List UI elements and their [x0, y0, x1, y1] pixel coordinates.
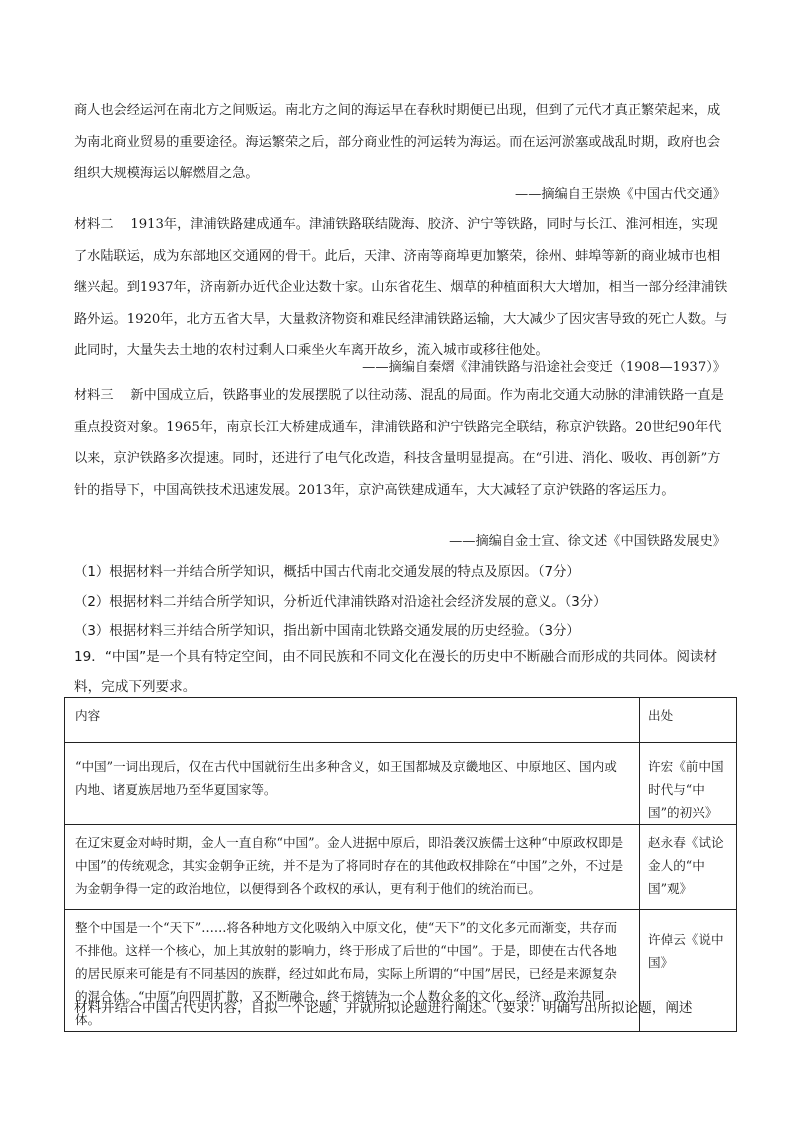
row-source: 许倬云《说中国》	[640, 910, 737, 1032]
table-row	[65, 743, 737, 825]
material2-text: 1913年，津浦铁路建成通车。津浦铁路联结陇海、胶济、沪宁等铁路，同时与长江、淮河相连，实现了水陆联运，成为东部地区交通网的骨干。此后，天津、济南等商埠更加繁荣，徐州、蚌埠等新的商业城市也相继兴起。到1937年，济南新办近代企业达数十家。山东省花生、烟草的种植面积大大增加，相当一部分经津浦铁路外运。1920年，北方五省大旱，大量救济物资和难民经津浦铁路运输，大大减少了因灾害导致的死亡人数。与此同时，大量失去土地的农村过剩人口乘坐火车离开故乡，流入城市或移往他处。	[74, 217, 728, 358]
question-19-requirement: 材料并结合中国古代史内容，自拟一个论题，并就所拟论题进行阐述。（要求：明确写出所拟论题，阐述	[74, 1000, 693, 1016]
material3-paragraph	[74, 380, 729, 506]
question-3: （3）根据材料三并结合所学知识，指出新中国南北铁路交通发展的历史经验。（3分）	[74, 624, 580, 639]
material2-paragraph	[74, 209, 729, 367]
header-source: 出处	[640, 698, 737, 743]
row-content: 整个中国是一个“天下”……将各种地方文化吸纳入中原文化，使“天下”的文化多元而渐变，共存而不排他。这样一个核心，加上其放射的影响力，终于形成了后世的“中国”。于是，即使在古代各地的居民原来可能是有不同基因的族群，经过如此布局，实际上所谓的“中国”居民，已经是来源复杂的混合体。“中原”向四周扩散，又不断融合，终于熔铸为一个人数众多的文化、经济、政治共同体。	[65, 910, 640, 1032]
question-2: （2）根据材料二并结合所学知识，分析近代津浦铁路对沿途社会经济发展的意义。（3分）	[74, 595, 607, 610]
question-1: （1）根据材料一并结合所学知识，概括中国古代南北交通发展的特点及原因。（7分）	[74, 565, 580, 580]
table-row	[65, 825, 737, 910]
material3-label: 材料三	[74, 388, 114, 403]
row-content: “中国”一词出现后，仅在古代中国就衍生出多种含义，如王国都城及京畿地区、中原地区、国内或内地、诸夏族居地乃至华夏国家等。	[65, 743, 640, 825]
material1-tail-paragraph	[74, 95, 729, 190]
row-source: 许宏《前中国时代与“中国”的初兴》	[640, 743, 737, 825]
material3-text: 新中国成立后，铁路事业的发展摆脱了以往动荡、混乱的局面。作为南北交通大动脉的津浦铁路一直是重点投资对象。1965年，南京长江大桥建成通车，津浦铁路和沪宁铁路完全联结，称京沪铁路。20世纪90年代以来，京沪铁路多次提速。同时，还进行了电气化改造，科技含量明显提高。在“引进、消化、吸收、再创新”方针的指导下，中国高铁技术迅速发展。2013年，京沪高铁建成通车，大大减轻了京沪铁路的客运压力。	[74, 388, 724, 498]
material1-text: 商人也会经运河在南北方之间贩运。南北方之间的海运早在春秋时期便已出现，但到了元代才真正繁荣起来，成为南北商业贸易的重要途径。海运繁荣之后，部分商业性的河运转为海运。而在运河淤塞或战乱时期，政府也会组织大规模海运以解燃眉之急。	[74, 103, 721, 181]
material3-source: ——摘编自金士宣、徐文述《中国铁路发展史》	[449, 534, 726, 549]
table-header-row	[65, 698, 737, 743]
materials-table	[64, 697, 737, 1032]
material1-source: ——摘编自王崇焕《中国古代交通》	[515, 187, 726, 202]
material2-label: 材料二	[74, 217, 114, 232]
question-19-stem: 19．“中国”是一个具有特定空间，由不同民族和不同文化在漫长的历史中不断融合而形成的共同体。阅读材料，完成下列要求。	[74, 649, 718, 695]
row-content: 在辽宋夏金对峙时期，金人一直自称“中国”。金人进据中原后，即沿袭汉族儒士这种“中原政权即是中国”的传统观念，其实金朝争正统，并不是为了将同时存在的其他政权排除在“中国”之外，不过是为金朝争得一定的政治地位，以便得到各个政权的承认，更有利于他们的统治而已。	[65, 825, 640, 910]
row-source: 赵永春《试论金人的“中国”观》	[640, 825, 737, 910]
header-content: 内容	[65, 698, 640, 743]
material2-source: ——摘编自秦熠《津浦铁路与沿途社会变迁（1908—1937）》	[362, 360, 726, 375]
